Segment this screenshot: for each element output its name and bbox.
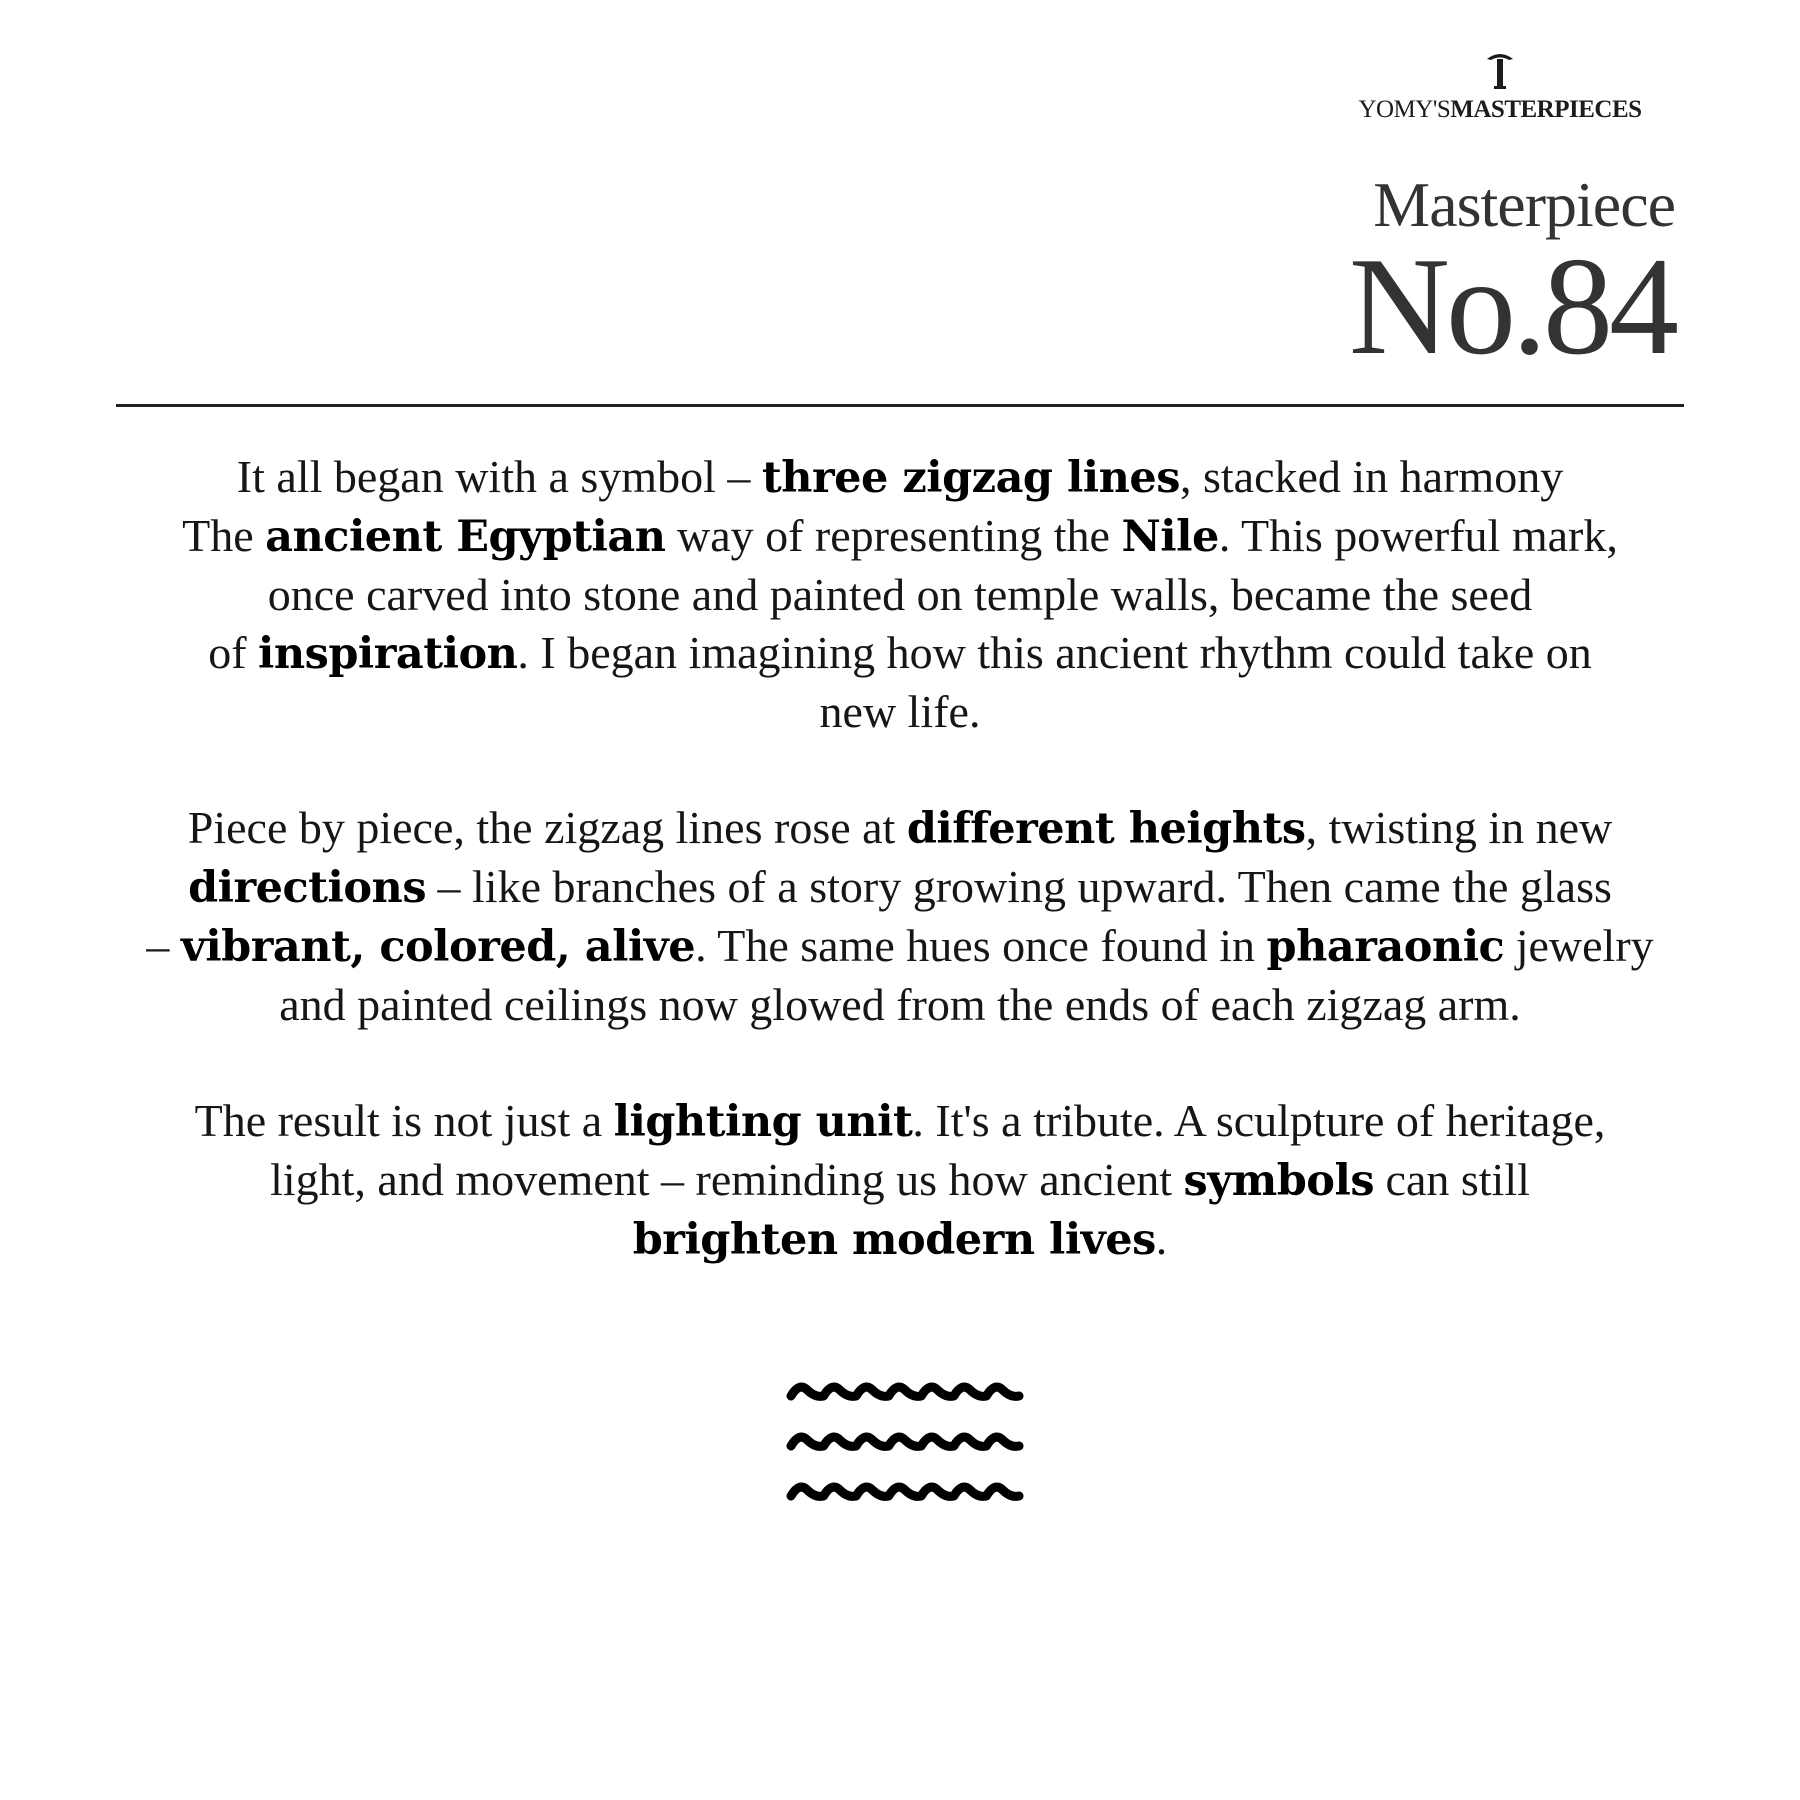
brand-name-bold: MASTERPIECES	[1450, 96, 1642, 123]
story-paragraph	[90, 448, 1710, 741]
tree-logo-icon	[1484, 50, 1516, 90]
emphasis-text: symbols	[1183, 1156, 1375, 1206]
body-text: , stacked in harmony	[1179, 451, 1564, 502]
story-line	[90, 1151, 1710, 1210]
brand-header	[1330, 50, 1670, 124]
story-body	[90, 448, 1710, 1327]
emphasis-text: pharaonic	[1266, 922, 1505, 972]
body-text: It all began with a symbol –	[236, 451, 762, 502]
body-text: can still	[1374, 1154, 1530, 1205]
body-text: of	[208, 627, 259, 678]
emphasis-text: three zigzag lines	[761, 453, 1180, 503]
divider-line	[116, 404, 1684, 407]
body-text: The	[182, 510, 266, 561]
story-line	[90, 976, 1710, 1034]
emphasis-text: Nile	[1121, 512, 1219, 562]
emphasis-text: directions	[188, 863, 427, 913]
body-text: – like branches of a story growing upward. Then came the glass	[426, 861, 1612, 912]
body-text: way of representing the	[665, 510, 1122, 561]
emphasis-text: lighting unit	[613, 1097, 913, 1147]
zigzag-line	[791, 1437, 1019, 1446]
body-text: –	[146, 920, 181, 971]
story-paragraph	[90, 1092, 1710, 1269]
brand-name-light: YOMY'S	[1358, 96, 1451, 123]
zigzag-line	[791, 1487, 1019, 1496]
story-line	[90, 624, 1710, 683]
emphasis-text: different heights	[906, 804, 1306, 854]
story-line	[90, 799, 1710, 858]
story-line	[90, 683, 1710, 741]
body-text: once carved into stone and painted on temple walls, became the seed	[267, 569, 1533, 620]
body-text: . The same hues once found in	[695, 920, 1267, 971]
body-text: . It's a tribute. A sculpture of heritage,	[912, 1095, 1606, 1146]
story-line	[90, 566, 1710, 624]
body-text: .	[1155, 1213, 1168, 1264]
brand-name	[1330, 96, 1670, 124]
story-line	[90, 448, 1710, 507]
story-line	[90, 1210, 1710, 1269]
zigzag-line	[791, 1387, 1019, 1396]
emphasis-text: vibrant, colored, alive	[180, 922, 696, 972]
story-line	[90, 1092, 1710, 1151]
nile-zigzag-symbol-icon	[785, 1368, 1025, 1518]
masterpiece-title	[1320, 168, 1675, 384]
body-text: light, and movement – reminding us how ancient	[270, 1154, 1184, 1205]
body-text: . This powerful mark,	[1218, 510, 1618, 561]
body-text: jewelry	[1504, 920, 1654, 971]
story-line	[90, 917, 1710, 976]
masterpiece-number: No.84	[1348, 229, 1675, 384]
body-text: new life.	[819, 686, 981, 737]
masterpiece-label: Masterpiece	[1373, 169, 1675, 240]
emphasis-text: inspiration	[258, 629, 518, 679]
body-text: , twisting in new	[1305, 802, 1613, 853]
body-text: Piece by piece, the zigzag lines rose at	[187, 802, 907, 853]
story-paragraph	[90, 799, 1710, 1034]
body-text: and painted ceilings now glowed from the ends of each zigzag arm.	[279, 979, 1521, 1030]
body-text: . I began imagining how this ancient rhythm could take on	[517, 627, 1592, 678]
body-text: The result is not just a	[194, 1095, 614, 1146]
emphasis-text: ancient Egyptian	[265, 512, 666, 562]
story-line	[90, 507, 1710, 566]
emphasis-text: brighten modern lives	[632, 1215, 1156, 1265]
story-line	[90, 858, 1710, 917]
